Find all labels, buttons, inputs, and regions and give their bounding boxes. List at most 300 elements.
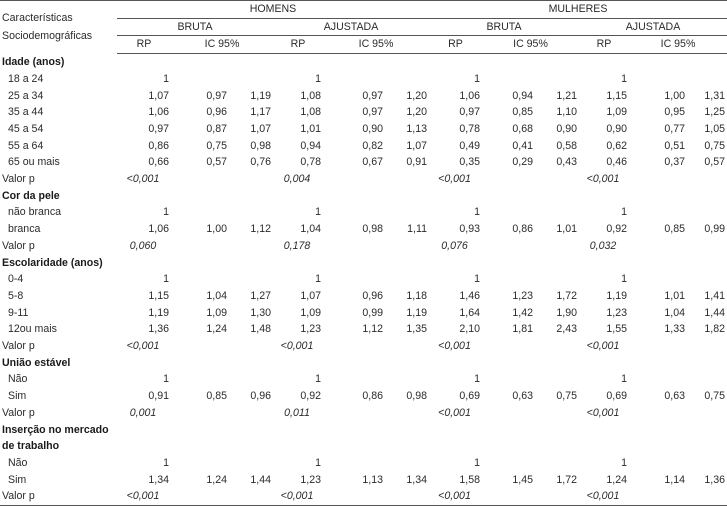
value-cell: 1,18 <box>406 289 427 302</box>
value-cell: 0,75 <box>704 139 725 152</box>
empty-cell <box>629 171 687 188</box>
value-cell: 1 <box>474 373 480 386</box>
value-cell: 0,57 <box>206 156 227 169</box>
value-cell: 0,62 <box>606 139 627 152</box>
value-cell: 0,91 <box>148 390 169 403</box>
empty-cell <box>482 338 535 355</box>
empty-cell <box>482 171 535 188</box>
pvalue-cell: <0,001 <box>579 488 629 505</box>
value-cell <box>171 204 229 221</box>
value-cell <box>229 455 273 472</box>
value-cell: 0,78 <box>459 122 480 135</box>
pvalue-cell: <0,001 <box>438 173 471 186</box>
value-cell: 1 <box>315 273 321 286</box>
empty-cell <box>535 488 579 505</box>
value-cell: 1,04 <box>206 289 227 302</box>
pvalue-label: Valor p <box>2 406 35 419</box>
value-cell: 1,44 <box>250 473 271 486</box>
row-label: Não <box>8 373 28 386</box>
value-cell: 1 <box>163 206 169 219</box>
empty-cell <box>323 238 385 255</box>
value-cell: 1,05 <box>704 122 725 135</box>
value-cell: 1 <box>621 206 627 219</box>
value-cell: 1 <box>474 72 480 85</box>
empty-cell <box>229 238 273 255</box>
empty-cell <box>482 405 535 422</box>
value-cell <box>687 455 727 472</box>
value-cell <box>385 204 429 221</box>
stub-header-line1: Características <box>2 12 73 25</box>
value-cell: 0,76 <box>250 156 271 169</box>
pvalue-cell: 0,032 <box>589 239 617 252</box>
value-cell: 1,48 <box>250 323 271 336</box>
value-cell: 1,30 <box>250 306 271 319</box>
value-cell: 1,41 <box>704 289 725 302</box>
value-cell: 1,23 <box>300 473 321 486</box>
value-cell: 1,34 <box>148 473 169 486</box>
ic-header: IC 95% <box>629 36 727 54</box>
value-cell: 0,51 <box>664 139 685 152</box>
pvalue-row <box>0 405 727 422</box>
table-row <box>0 154 727 171</box>
empty-cell <box>229 488 273 505</box>
ic-header: IC 95% <box>323 36 429 54</box>
value-cell: 2,10 <box>459 323 480 336</box>
value-cell: 1,82 <box>704 323 725 336</box>
value-cell <box>629 371 687 388</box>
empty-cell <box>385 405 429 422</box>
row-label: branca <box>8 223 41 236</box>
pvalue-cell: 0,060 <box>129 239 157 252</box>
pvalue-cell: <0,001 <box>438 340 471 353</box>
value-cell: 1 <box>315 456 321 469</box>
pvalue-cell: 0,076 <box>441 239 468 252</box>
value-cell: 0,96 <box>362 289 383 302</box>
pvalue-cell: 0,178 <box>283 239 311 252</box>
value-cell <box>385 271 429 288</box>
value-cell: 0,82 <box>362 139 383 152</box>
section-header-row <box>0 54 727 71</box>
row-label: Sim <box>8 390 27 403</box>
value-cell <box>323 455 385 472</box>
value-cell <box>171 371 229 388</box>
mulheres-bruta-header: BRUTA <box>429 18 579 36</box>
value-cell <box>482 371 535 388</box>
value-cell <box>385 371 429 388</box>
value-cell: 1,58 <box>459 473 480 486</box>
value-cell: 0,37 <box>664 156 685 169</box>
row-label: 0-4 <box>8 273 24 286</box>
section-title-continued: de trabalho <box>2 440 60 453</box>
table-row <box>0 288 727 305</box>
empty-cell <box>535 405 579 422</box>
value-cell: 1 <box>315 373 321 386</box>
stub-header-line2: Sociodemográficas <box>2 30 93 43</box>
value-cell: 1,01 <box>556 223 577 236</box>
rp-header: RP <box>579 36 629 54</box>
value-cell <box>323 371 385 388</box>
value-cell: 1,04 <box>300 223 321 236</box>
table-row <box>0 388 727 405</box>
value-cell: 1 <box>474 456 480 469</box>
value-cell: 1,15 <box>148 289 169 302</box>
ic-header: IC 95% <box>482 36 579 54</box>
value-cell: 1,14 <box>664 473 685 486</box>
value-cell: 0,98 <box>406 390 427 403</box>
value-cell: 1,20 <box>406 106 427 119</box>
value-cell <box>687 71 727 88</box>
value-cell: 0,57 <box>704 156 725 169</box>
pvalue-row <box>0 338 727 355</box>
value-cell: 0,96 <box>250 390 271 403</box>
value-cell: 1 <box>315 206 321 219</box>
value-cell: 0,86 <box>512 223 533 236</box>
row-label: 9-11 <box>8 306 29 319</box>
empty-cell <box>385 238 429 255</box>
value-cell: 1,07 <box>406 139 427 152</box>
empty-cell <box>229 405 273 422</box>
pvalue-cell: <0,001 <box>280 340 314 353</box>
empty-cell <box>482 488 535 505</box>
stub-header <box>0 1 117 54</box>
value-cell: 1,09 <box>206 306 227 319</box>
value-cell: 0,75 <box>704 390 725 403</box>
empty-cell <box>171 238 229 255</box>
table-row <box>0 121 727 138</box>
value-cell: 1,23 <box>606 306 627 319</box>
table-row <box>0 371 727 388</box>
value-cell <box>535 371 579 388</box>
value-cell: 1,24 <box>606 473 627 486</box>
value-cell: 0,87 <box>206 122 227 135</box>
value-cell: 1,20 <box>406 89 427 102</box>
mulheres-header: MULHERES <box>429 1 727 19</box>
value-cell: 0,93 <box>459 223 480 236</box>
pvalue-row <box>0 171 727 188</box>
rp-header: RP <box>429 36 482 54</box>
value-cell: 1 <box>315 72 321 85</box>
value-cell: 0,94 <box>512 89 533 102</box>
value-cell: 2,43 <box>556 323 577 336</box>
value-cell: 1 <box>474 206 480 219</box>
value-cell: 1,15 <box>606 89 627 102</box>
table-row <box>0 472 727 489</box>
value-cell: 0,97 <box>148 122 169 135</box>
value-cell: 0,97 <box>206 89 227 102</box>
value-cell <box>171 271 229 288</box>
value-cell: 1,08 <box>300 106 321 119</box>
pvalue-cell: 0,004 <box>283 173 311 186</box>
row-label: Sim <box>8 473 27 486</box>
value-cell: 0,98 <box>362 223 383 236</box>
value-cell: 0,96 <box>206 106 227 119</box>
value-cell <box>535 71 579 88</box>
value-cell: 1,19 <box>148 306 169 319</box>
value-cell: 1,13 <box>406 122 427 135</box>
value-cell: 1,36 <box>704 473 725 486</box>
empty-cell <box>629 338 687 355</box>
value-cell: 1,24 <box>206 473 227 486</box>
pvalue-cell: <0,001 <box>586 173 620 186</box>
value-cell: 1,35 <box>406 323 427 336</box>
value-cell: 0,86 <box>362 390 383 403</box>
pvalue-cell: 0,001 <box>129 406 157 419</box>
value-cell <box>482 204 535 221</box>
empty-cell <box>229 338 273 355</box>
section-header-row <box>0 355 727 372</box>
table-row <box>0 305 727 322</box>
empty-cell <box>687 488 727 505</box>
value-cell: 0,46 <box>606 156 627 169</box>
pvalue-cell: <0,001 <box>586 340 620 353</box>
value-cell: 0,98 <box>250 139 271 152</box>
row-label: 55 a 64 <box>8 139 44 152</box>
value-cell: 0,91 <box>406 156 427 169</box>
table-row <box>0 321 727 338</box>
empty-cell <box>385 171 429 188</box>
value-cell: 1 <box>621 72 627 85</box>
value-cell: 0,97 <box>362 106 383 119</box>
value-cell <box>171 71 229 88</box>
value-cell: 1 <box>163 273 169 286</box>
row-label: 45 a 54 <box>8 122 44 135</box>
value-cell: 0,99 <box>362 306 383 319</box>
value-cell: 0,41 <box>512 139 533 152</box>
pvalue-cell: 0,011 <box>284 406 310 419</box>
value-cell: 0,29 <box>512 156 533 169</box>
pvalue-label: Valor p <box>2 173 35 186</box>
table-row <box>0 71 727 88</box>
value-cell <box>535 271 579 288</box>
value-cell <box>629 204 687 221</box>
value-cell: 1 <box>621 456 627 469</box>
value-cell: 0,99 <box>704 223 725 236</box>
empty-cell <box>385 488 429 505</box>
empty-cell <box>323 171 385 188</box>
value-cell: 0,78 <box>300 156 321 169</box>
value-cell: 0,75 <box>556 390 577 403</box>
value-cell: 1,27 <box>250 289 271 302</box>
value-cell <box>229 204 273 221</box>
value-cell: 0,92 <box>300 390 321 403</box>
value-cell: 0,94 <box>300 139 321 152</box>
pvalue-row <box>0 238 727 255</box>
value-cell: 1,12 <box>250 223 271 236</box>
value-cell: 1,17 <box>250 106 271 119</box>
value-cell: 1,36 <box>148 323 169 336</box>
value-cell <box>535 204 579 221</box>
value-cell: 1,25 <box>704 106 725 119</box>
value-cell: 1,33 <box>664 323 685 336</box>
section-title: Cor da pele <box>2 189 60 202</box>
row-label: 12ou mais <box>8 323 57 336</box>
value-cell <box>482 271 535 288</box>
value-cell <box>687 371 727 388</box>
value-cell: 1,45 <box>512 473 533 486</box>
value-cell: 1,72 <box>556 289 577 302</box>
value-cell: 0,85 <box>206 390 227 403</box>
value-cell: 1,19 <box>250 89 271 102</box>
empty-cell <box>535 171 579 188</box>
value-cell: 0,69 <box>606 390 627 403</box>
value-cell: 1,07 <box>300 289 321 302</box>
empty-cell <box>687 405 727 422</box>
value-cell <box>229 371 273 388</box>
rp-header: RP <box>117 36 171 54</box>
value-cell: 1,11 <box>407 223 427 236</box>
value-cell: 1,04 <box>664 306 685 319</box>
row-label: 35 a 44 <box>8 106 44 119</box>
value-cell: 0,95 <box>664 106 685 119</box>
row-label: 65 ou mais <box>8 156 60 169</box>
section-header-row <box>0 255 727 272</box>
value-cell: 1,21 <box>556 89 577 102</box>
pvalue-row <box>0 488 727 505</box>
section-title: União estável <box>2 356 71 369</box>
empty-cell <box>171 405 229 422</box>
value-cell: 0,85 <box>512 106 533 119</box>
value-cell: 1,06 <box>459 89 480 102</box>
value-cell: 1,00 <box>206 223 227 236</box>
value-cell <box>323 204 385 221</box>
value-cell <box>629 455 687 472</box>
value-cell: 0,90 <box>362 122 383 135</box>
table-row <box>0 271 727 288</box>
empty-cell <box>323 338 385 355</box>
row-label: 18 a 24 <box>8 72 44 85</box>
mulheres-ajustada-header: AJUSTADA <box>579 18 727 36</box>
value-cell: 0,90 <box>606 122 627 135</box>
value-cell: 1,55 <box>606 323 627 336</box>
value-cell: 0,97 <box>459 106 480 119</box>
value-cell: 1,90 <box>556 306 577 319</box>
empty-cell <box>323 405 385 422</box>
rp-header: RP <box>273 36 323 54</box>
empty-cell <box>535 238 579 255</box>
section-header-row <box>0 422 727 439</box>
value-cell: 1,13 <box>362 473 383 486</box>
value-cell: 1,81 <box>512 323 533 336</box>
value-cell <box>323 71 385 88</box>
ic-header: IC 95% <box>171 36 273 54</box>
value-cell: 0,90 <box>556 122 577 135</box>
value-cell <box>171 455 229 472</box>
empty-cell <box>629 405 687 422</box>
empty-cell <box>171 171 229 188</box>
homens-bruta-header: BRUTA <box>117 18 273 36</box>
value-cell <box>535 455 579 472</box>
row-label: Não <box>8 456 28 469</box>
table-row <box>0 204 727 221</box>
section-title: Inserção no mercado <box>2 423 109 436</box>
empty-cell <box>687 338 727 355</box>
value-cell: 0,69 <box>459 390 480 403</box>
value-cell: 1 <box>163 72 169 85</box>
value-cell <box>629 71 687 88</box>
value-cell: 1,01 <box>300 122 321 135</box>
pvalue-cell: <0,001 <box>586 406 620 419</box>
row-label: 25 a 34 <box>8 89 44 102</box>
value-cell: 0,43 <box>556 156 577 169</box>
pvalue-cell: <0,001 <box>126 340 160 353</box>
value-cell: 0,75 <box>206 139 227 152</box>
value-cell <box>687 204 727 221</box>
value-cell: 1,23 <box>300 323 321 336</box>
pvalue-cell: <0,001 <box>429 488 482 505</box>
value-cell: 0,67 <box>362 156 383 169</box>
pvalue-label: Valor p <box>2 239 35 252</box>
value-cell: 1,00 <box>664 89 685 102</box>
table-row <box>0 221 727 238</box>
value-cell <box>229 71 273 88</box>
empty-cell <box>229 171 273 188</box>
value-cell: 1 <box>163 373 169 386</box>
table-row <box>0 138 727 155</box>
empty-cell <box>482 238 535 255</box>
row-label: 5-8 <box>8 289 24 302</box>
pvalue-cell: <0,001 <box>438 406 471 419</box>
value-cell <box>482 71 535 88</box>
value-cell: 1,08 <box>300 89 321 102</box>
value-cell: 1,46 <box>459 289 480 302</box>
empty-cell <box>385 338 429 355</box>
value-cell: 1,06 <box>148 223 169 236</box>
value-cell: 1 <box>163 456 169 469</box>
section-title: Idade (anos) <box>2 56 65 69</box>
value-cell <box>687 271 727 288</box>
empty-cell <box>171 338 229 355</box>
value-cell: 0,35 <box>459 156 480 169</box>
table-row <box>0 104 727 121</box>
table-row <box>0 88 727 105</box>
value-cell: 1,10 <box>556 106 577 119</box>
empty-cell <box>323 488 385 505</box>
value-cell: 1,09 <box>606 106 627 119</box>
value-cell: 1,19 <box>606 289 627 302</box>
value-cell: 0,85 <box>664 223 685 236</box>
value-cell: 1,07 <box>148 89 169 102</box>
value-cell: 0,86 <box>148 139 169 152</box>
section-title: Escolaridade (anos) <box>2 256 103 269</box>
value-cell: 0,63 <box>512 390 533 403</box>
pvalue-label: Valor p <box>2 340 35 353</box>
value-cell: 0,49 <box>459 139 480 152</box>
value-cell: 1,07 <box>250 122 271 135</box>
value-cell <box>385 455 429 472</box>
pvalue-cell: <0,001 <box>117 488 171 505</box>
pvalue-label: Valor p <box>0 488 117 505</box>
section-header-row <box>0 188 727 205</box>
value-cell <box>629 271 687 288</box>
empty-cell <box>687 238 727 255</box>
value-cell: 1,06 <box>148 106 169 119</box>
empty-cell <box>687 171 727 188</box>
value-cell <box>482 455 535 472</box>
table-row <box>0 455 727 472</box>
row-label: não branca <box>8 206 62 219</box>
value-cell: 0,68 <box>512 122 533 135</box>
value-cell: 1 <box>621 273 627 286</box>
value-cell: 1,23 <box>512 289 533 302</box>
value-cell: 0,97 <box>362 89 383 102</box>
value-cell: 0,66 <box>148 156 169 169</box>
pvalue-cell: <0,001 <box>273 488 323 505</box>
empty-cell <box>629 238 687 255</box>
value-cell: 1 <box>621 373 627 386</box>
section-header-row <box>0 438 727 455</box>
value-cell: 1,01 <box>664 289 685 302</box>
value-cell: 1,44 <box>704 306 725 319</box>
